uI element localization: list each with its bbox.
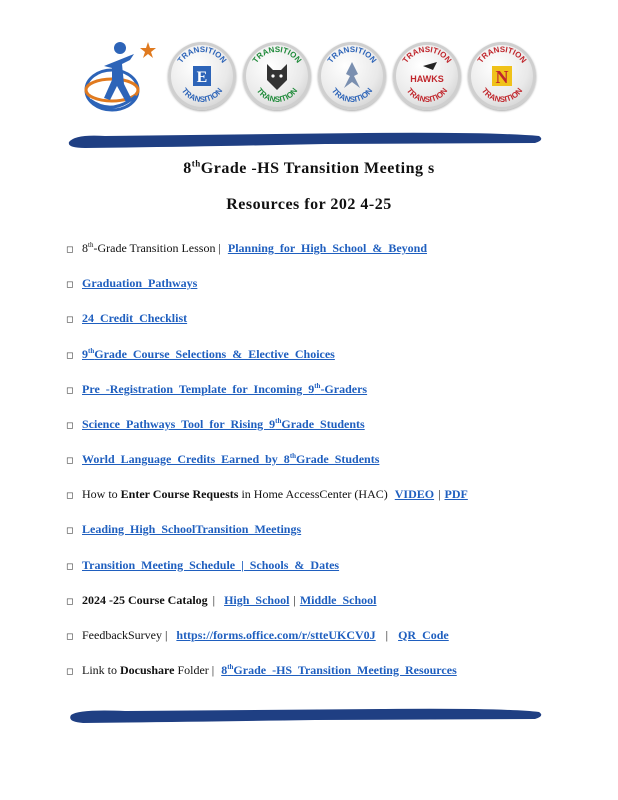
list-item <box>66 519 301 539</box>
video-link[interactable]: VIDEO <box>394 487 435 501</box>
list-item <box>66 344 335 364</box>
bullet-icon: ◻ <box>66 421 74 431</box>
planning-link[interactable]: Planning for High School & Beyond <box>227 241 428 255</box>
svg-text:E: E <box>196 69 208 86</box>
science-pathways-link[interactable]: Science Pathways Tool for Rising 9thGrade Students <box>82 417 365 431</box>
svg-text:TRANSITION: TRANSITION <box>475 44 529 65</box>
bullet-icon: ◻ <box>66 315 74 325</box>
svg-text:TRANSITION: TRANSITION <box>329 86 375 105</box>
svg-text:TRANSITION: TRANSITION <box>175 44 229 65</box>
bullet-icon: ◻ <box>66 351 74 361</box>
bullet-icon: ◻ <box>66 562 74 572</box>
badge-5 <box>468 42 536 110</box>
survey-url-link[interactable]: https://forms.office.com/r/stteUKCV0J <box>176 628 376 642</box>
svg-text:TRANSITION: TRANSITION <box>250 44 304 65</box>
svg-text:HAWKS: HAWKS <box>410 74 444 84</box>
bullet-icon: ◻ <box>66 667 74 677</box>
transition-badge-icon <box>168 42 236 110</box>
list-item <box>66 414 365 434</box>
svg-text:TRANSITION: TRANSITION <box>325 44 379 65</box>
leading-meetings-link[interactable]: Leading High SchoolTransition Meetings <box>82 522 302 536</box>
page-title: 8thGrade -HS Transition Meeting s <box>183 158 435 177</box>
badge-3 <box>318 42 386 110</box>
brush-divider-top <box>65 128 545 150</box>
list-item: ◻ FeedbackSurvey | https://forms.office.com/r/stteUKCV0J | QR Code <box>66 625 449 645</box>
list-item <box>66 379 367 399</box>
hawks-badge-icon <box>393 42 461 110</box>
wolf-badge-icon <box>243 42 311 110</box>
bullet-icon: ◻ <box>66 245 74 255</box>
bird-badge-icon <box>318 42 386 110</box>
bullet-icon: ◻ <box>66 491 74 501</box>
credit-checklist-link[interactable]: 24 Credit Checklist <box>82 311 188 325</box>
graduation-pathways-link[interactable]: Graduation Pathways <box>82 276 198 290</box>
bullet-icon: ◻ <box>66 386 74 396</box>
bullet-icon: ◻ <box>66 280 74 290</box>
n-badge-icon <box>468 42 536 110</box>
high-school-catalog-link[interactable]: High School <box>224 593 290 607</box>
badge-1 <box>168 42 236 110</box>
bullet-icon: ◻ <box>66 597 74 607</box>
badge-2 <box>243 42 311 110</box>
svg-text:TRANSITION: TRANSITION <box>254 86 300 105</box>
svg-text:TRANSITION: TRANSITION <box>479 86 525 105</box>
middle-school-catalog-link[interactable]: Middle School <box>299 593 377 607</box>
list-item <box>66 449 379 469</box>
svg-text:N: N <box>495 67 509 87</box>
pdf-link[interactable]: PDF <box>444 487 468 501</box>
list-item: ◻ How to Enter Course Requests in Home AccessCenter (HAC) VIDEO | PDF <box>66 484 468 504</box>
svg-text:TRANSITION: TRANSITION <box>404 86 450 105</box>
svg-text:TRANSITION: TRANSITION <box>179 86 225 105</box>
meeting-schedule-link[interactable]: Transition Meeting Schedule | Schools & Dates <box>82 558 340 572</box>
bullet-icon: ◻ <box>66 456 74 466</box>
page-subtitle: Resources for 202 4-25 <box>226 196 392 213</box>
pre-registration-link[interactable]: Pre -Registration Template for Incoming 9th-Graders <box>82 382 368 396</box>
header-logos <box>82 34 552 116</box>
world-language-link[interactable]: World Language Credits Earned by 8thGrade Students <box>82 452 380 466</box>
docushare-link[interactable]: 8thGrade -HS Transition Meeting Resources <box>221 663 457 677</box>
badge-4 <box>393 42 461 110</box>
list-item <box>66 308 187 328</box>
course-selections-link[interactable]: 9thGrade Course Selections & Elective Choices <box>82 347 335 361</box>
list-item <box>66 273 197 293</box>
bullet-icon: ◻ <box>66 526 74 536</box>
transition-person-logo <box>82 34 160 116</box>
list-item: ◻ 2024 -25 Course Catalog | High School | Middle School <box>66 590 377 610</box>
qr-code-link[interactable]: QR Code <box>398 628 449 642</box>
list-item <box>66 555 339 575</box>
bullet-icon: ◻ <box>66 632 74 642</box>
brush-divider-bottom <box>65 705 545 727</box>
list-item: ◻ Link to Docushare Folder | 8thGrade -HS Transition Meeting Resources <box>66 660 457 680</box>
svg-text:TRANSITION: TRANSITION <box>400 44 454 65</box>
list-item: ◻ 8th-Grade Transition Lesson | Planning for High School & Beyond <box>66 238 427 258</box>
